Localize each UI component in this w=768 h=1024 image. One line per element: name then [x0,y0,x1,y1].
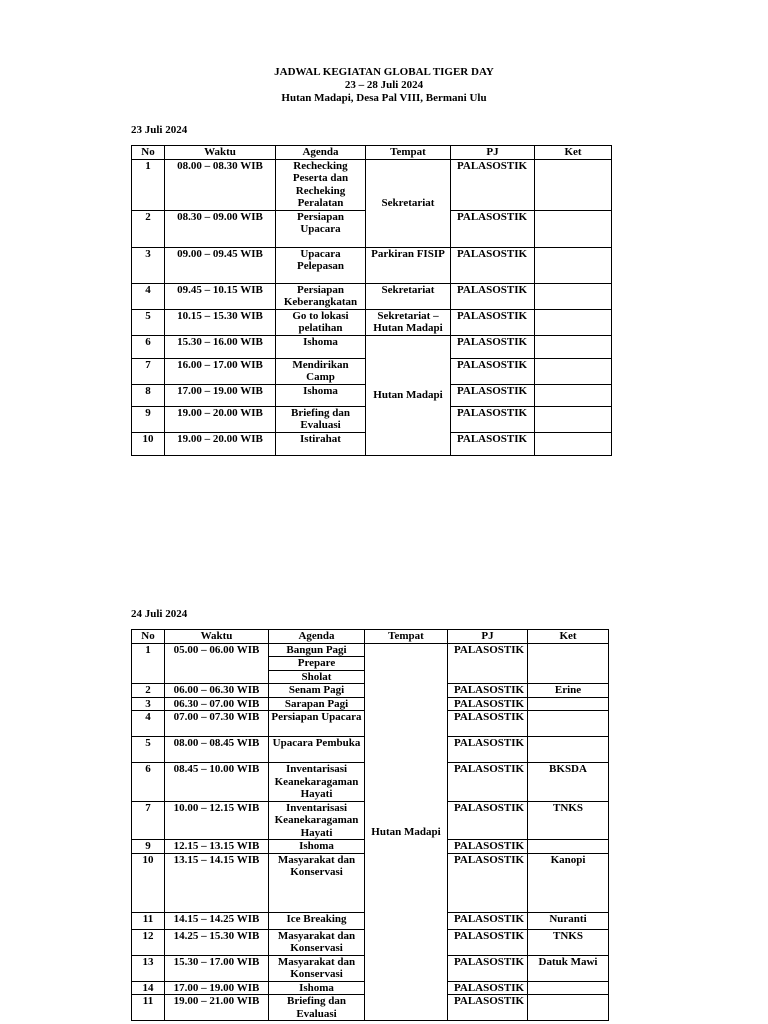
document-dates: 23 – 28 Juli 2024 [344,79,424,91]
day2-date: 24 Juli 2024 [131,608,188,620]
cell-no: 5 [132,737,165,763]
cell-ket [535,406,612,432]
cell-ket [528,840,609,854]
cell-waktu: 12.15 – 13.15 WIB [165,840,269,854]
cell-ket [535,247,612,283]
cell-ket [535,159,612,210]
cell-tempat: Parkiran FISIP [366,247,451,283]
cell-waktu: 09.45 – 10.15 WIB [165,283,276,309]
cell-waktu: 08.00 – 08.45 WIB [165,737,269,763]
table-row [132,335,612,358]
cell-agenda: Briefing dan Evaluasi [269,995,365,1021]
cell-no: 5 [132,309,165,335]
cell-pj: PALASOSTIK [448,763,528,802]
cell-waktu: 19.00 – 20.00 WIB [165,432,276,455]
cell-no: 3 [132,697,165,711]
cell-agenda: Masyarakat dan Konservasi [269,853,365,912]
cell-agenda: Istirahat [276,432,366,455]
cell-waktu: 14.25 – 15.30 WIB [165,929,269,955]
cell-waktu: 19.00 – 21.00 WIB [165,995,269,1021]
cell-pj: PALASOSTIK [448,912,528,929]
cell-pj: PALASOSTIK [451,247,535,283]
cell-pj: PALASOSTIK [448,995,528,1021]
cell-agenda: Ishoma [276,384,366,406]
cell-ket: Erine [528,684,609,698]
cell-waktu: 13.15 – 14.15 WIB [165,853,269,912]
cell-no: 6 [132,335,165,358]
cell-pj: PALASOSTIK [448,981,528,995]
cell-ket [528,737,609,763]
cell-no: 11 [132,912,165,929]
cell-pj: PALASOSTIK [451,210,535,247]
cell-no: 9 [132,406,165,432]
cell-waktu: 10.15 – 15.30 WIB [165,309,276,335]
cell-agenda: Masyarakat dan Konservasi [269,955,365,981]
cell-pj: PALASOSTIK [448,955,528,981]
cell-no: 8 [132,384,165,406]
cell-agenda: Sarapan Pagi [269,697,365,711]
document-title: JADWAL KEGIATAN GLOBAL TIGER DAY [274,66,494,78]
cell-ket [535,335,612,358]
cell-agenda: Persiapan Upacara [276,210,366,247]
cell-waktu: 08.00 – 08.30 WIB [165,159,276,210]
cell-waktu: 06.30 – 07.00 WIB [165,697,269,711]
cell-no: 2 [132,210,165,247]
col-waktu: Waktu [165,630,269,644]
cell-ket: TNKS [528,801,609,840]
cell-ket [528,981,609,995]
cell-pj: PALASOSTIK [448,643,528,684]
cell-no: 6 [132,763,165,802]
cell-agenda: Go to lokasi pelatihan [276,309,366,335]
cell-waktu: 17.00 – 19.00 WIB [165,384,276,406]
cell-no: 7 [132,801,165,840]
cell-waktu: 07.00 – 07.30 WIB [165,711,269,737]
cell-agenda: Rechecking Peserta dan Recheking Peralatan [276,159,366,210]
col-ket: Ket [528,630,609,644]
cell-no: 3 [132,247,165,283]
cell-no: 1 [132,643,165,684]
cell-pj: PALASOSTIK [448,697,528,711]
cell-agenda: Ishoma [276,335,366,358]
cell-no: 11 [132,995,165,1021]
cell-pj: PALASOSTIK [451,309,535,335]
cell-no: 10 [132,432,165,455]
cell-waktu: 15.30 – 17.00 WIB [165,955,269,981]
cell-no: 13 [132,955,165,981]
cell-agenda: Masyarakat dan Konservasi [269,929,365,955]
col-tempat: Tempat [365,630,448,644]
cell-pj: PALASOSTIK [448,737,528,763]
cell-agenda: Senam Pagi [269,684,365,698]
cell-pj: PALASOSTIK [451,384,535,406]
cell-agenda: Sholat [269,670,365,684]
cell-pj: PALASOSTIK [448,853,528,912]
cell-ket [528,711,609,737]
cell-ket [535,309,612,335]
cell-ket [528,643,609,684]
cell-agenda: Persiapan Keberangkatan [276,283,366,309]
cell-ket: Nuranti [528,912,609,929]
cell-waktu: 16.00 – 17.00 WIB [165,358,276,384]
cell-agenda: Persiapan Upacara [269,711,365,737]
cell-waktu: 05.00 – 06.00 WIB [165,643,269,684]
col-pj: PJ [448,630,528,644]
cell-pj: PALASOSTIK [448,801,528,840]
col-pj: PJ [451,146,535,160]
cell-no: 10 [132,853,165,912]
day1-date: 23 Juli 2024 [131,124,188,136]
cell-ket [535,283,612,309]
table-row [132,159,612,210]
cell-waktu: 17.00 – 19.00 WIB [165,981,269,995]
cell-pj: PALASOSTIK [451,335,535,358]
table-row [132,283,612,309]
cell-ket [528,697,609,711]
cell-pj: PALASOSTIK [451,406,535,432]
cell-waktu: 08.30 – 09.00 WIB [165,210,276,247]
col-tempat: Tempat [366,146,451,160]
day2-schedule-table [131,629,609,1021]
col-no: No [132,146,165,160]
cell-no: 2 [132,684,165,698]
col-ket: Ket [535,146,612,160]
document-location: Hutan Madapi, Desa Pal VIII, Bermani Ulu [281,92,487,104]
cell-ket [535,210,612,247]
cell-pj: PALASOSTIK [451,432,535,455]
cell-tempat: Hutan Madapi [366,335,451,455]
cell-waktu: 19.00 – 20.00 WIB [165,406,276,432]
day1-schedule-table [131,145,612,456]
cell-no: 1 [132,159,165,210]
cell-agenda: Upacara Pembuka [269,737,365,763]
cell-agenda: Ishoma [269,840,365,854]
cell-tempat: Sekretariat [366,283,451,309]
cell-agenda: Ishoma [269,981,365,995]
col-no: No [132,630,165,644]
cell-ket [528,995,609,1021]
cell-tempat: Hutan Madapi [365,643,448,1021]
cell-waktu: 06.00 – 06.30 WIB [165,684,269,698]
cell-waktu: 10.00 – 12.15 WIB [165,801,269,840]
cell-waktu: 08.45 – 10.00 WIB [165,763,269,802]
cell-agenda: Mendirikan Camp [276,358,366,384]
cell-waktu: 14.15 – 14.25 WIB [165,912,269,929]
cell-agenda: Bangun Pagi [269,643,365,657]
cell-tempat: Sekretariat – Hutan Madapi [366,309,451,335]
cell-ket [535,384,612,406]
col-agenda: Agenda [276,146,366,160]
table-row [132,309,612,335]
cell-ket: Datuk Mawi [528,955,609,981]
cell-pj: PALASOSTIK [448,840,528,854]
table-row [132,643,609,657]
cell-waktu: 09.00 – 09.45 WIB [165,247,276,283]
cell-pj: PALASOSTIK [448,711,528,737]
cell-ket: TNKS [528,929,609,955]
cell-no: 12 [132,929,165,955]
cell-agenda: Upacara Pelepasan [276,247,366,283]
cell-agenda: Inventarisasi Keanekaragaman Hayati [269,801,365,840]
cell-no: 9 [132,840,165,854]
col-waktu: Waktu [165,146,276,160]
cell-waktu: 15.30 – 16.00 WIB [165,335,276,358]
cell-agenda: Prepare [269,657,365,671]
cell-ket: Kanopi [528,853,609,912]
cell-no: 4 [132,711,165,737]
col-agenda: Agenda [269,630,365,644]
cell-ket [535,432,612,455]
cell-pj: PALASOSTIK [451,358,535,384]
cell-no: 7 [132,358,165,384]
cell-ket: BKSDA [528,763,609,802]
cell-pj: PALASOSTIK [451,159,535,210]
cell-no: 4 [132,283,165,309]
cell-pj: PALASOSTIK [448,929,528,955]
cell-agenda: Inventarisasi Keanekaragaman Hayati [269,763,365,802]
cell-tempat: Sekretariat [366,159,451,247]
cell-no: 14 [132,981,165,995]
cell-pj: PALASOSTIK [451,283,535,309]
cell-ket [535,358,612,384]
table-row [132,247,612,283]
cell-agenda: Briefing dan Evaluasi [276,406,366,432]
cell-pj: PALASOSTIK [448,684,528,698]
cell-agenda: Ice Breaking [269,912,365,929]
